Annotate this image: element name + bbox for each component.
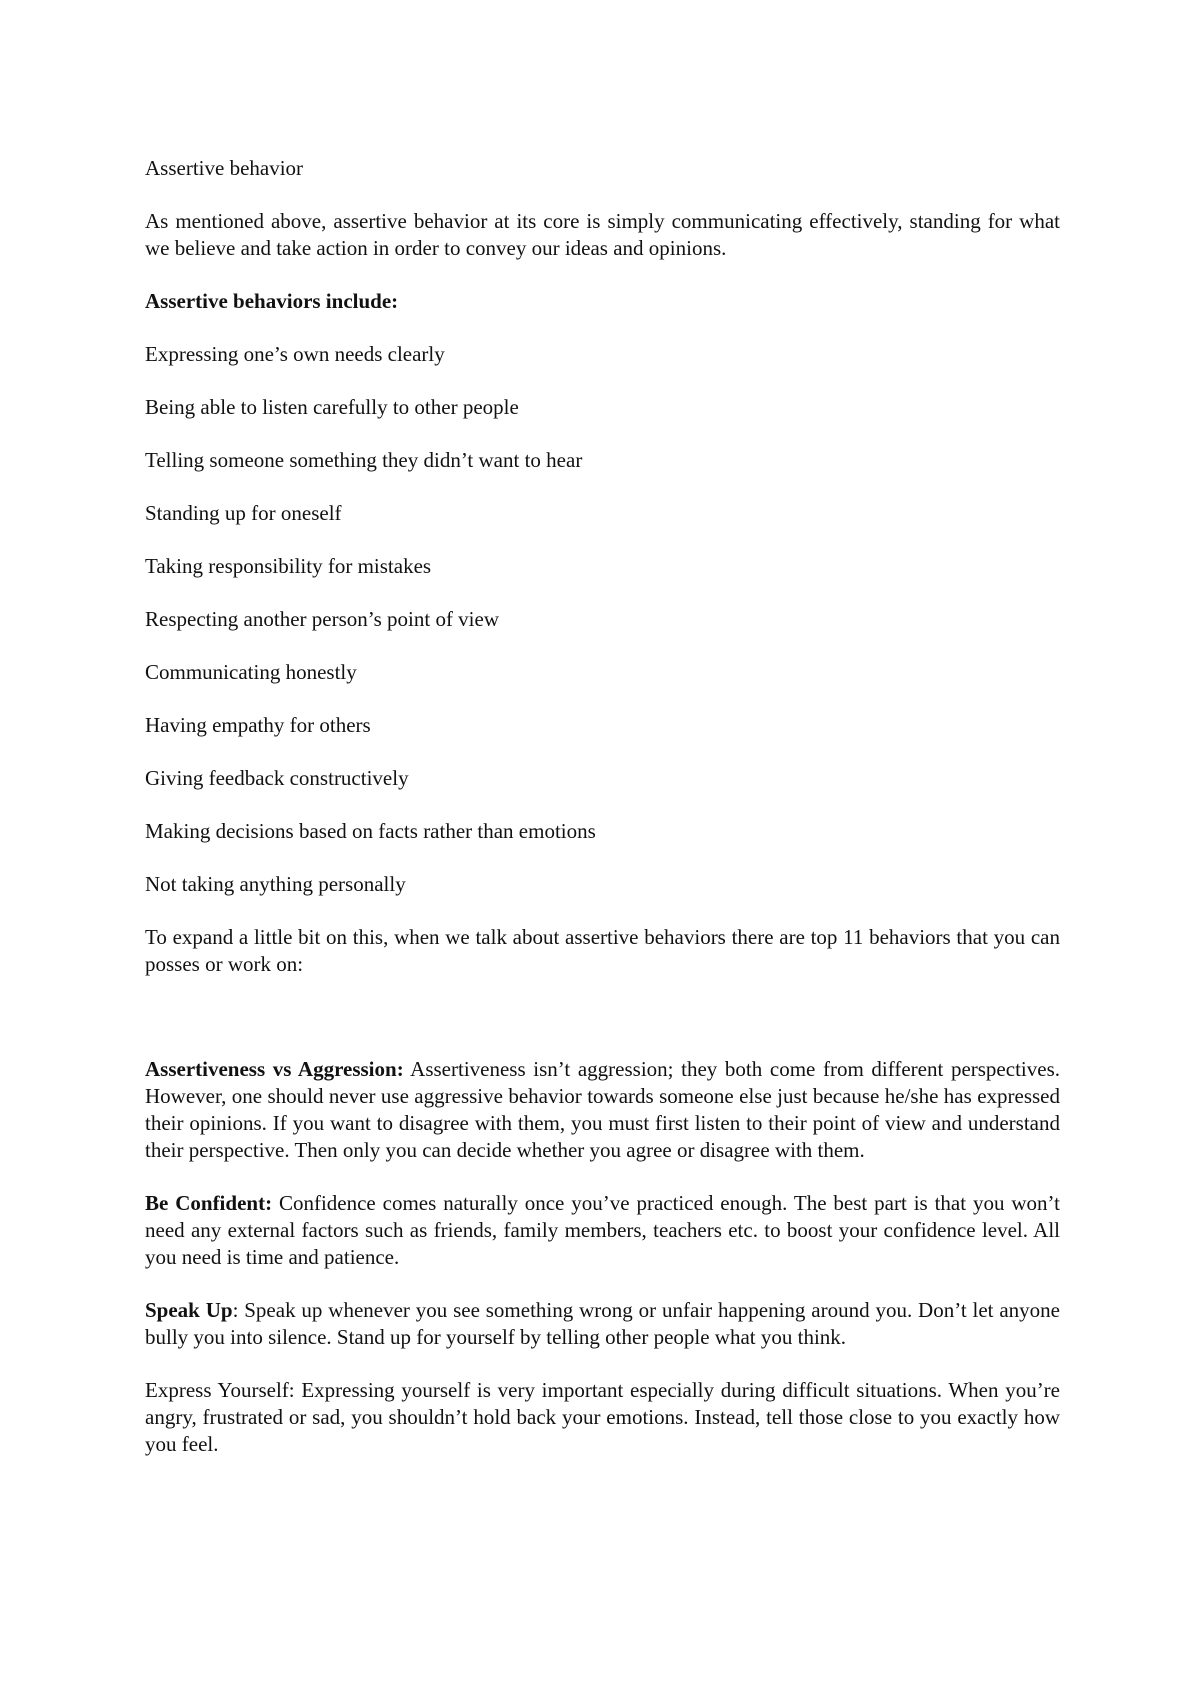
list-item: Standing up for oneself bbox=[145, 501, 342, 525]
section-speak-up bbox=[145, 1297, 1060, 1351]
section-assertiveness-vs-aggression bbox=[145, 1056, 1060, 1164]
section-heading: Assertiveness vs Aggression: bbox=[145, 1057, 404, 1081]
list-item: Communicating honestly bbox=[145, 660, 357, 684]
expand-paragraph: To expand a little bit on this, when we talk about assertive behaviors there are top 11 behaviors that you can posses or work on: bbox=[145, 925, 1060, 976]
list-item: Respecting another person’s point of view bbox=[145, 607, 500, 631]
document-title: Assertive behavior bbox=[145, 156, 304, 180]
list-item: Telling someone something they didn’t want to hear bbox=[145, 448, 583, 472]
section-be-confident bbox=[145, 1190, 1060, 1271]
list-item: Having empathy for others bbox=[145, 713, 371, 737]
section-heading: Be Confident: bbox=[145, 1191, 273, 1215]
section-express-yourself bbox=[145, 1377, 1060, 1458]
list-item: Making decisions based on facts rather than emotions bbox=[145, 819, 596, 843]
document-body bbox=[145, 155, 1060, 1484]
section-heading: Speak Up bbox=[145, 1298, 233, 1322]
intro-paragraph: As mentioned above, assertive behavior at its core is simply communicating effectively, standing for what we believe and take action in order to convey our ideas and opinions. bbox=[145, 209, 1060, 260]
list-heading: Assertive behaviors include: bbox=[145, 289, 399, 313]
section-text: Confidence comes naturally once you’ve practiced enough. The best part is that you won’t need any external factors such as friends, family members, teachers etc. to boost your confidence level. All you need is time and patience. bbox=[145, 1191, 1060, 1269]
section-spacer bbox=[145, 1004, 1060, 1056]
list-item: Being able to listen carefully to other people bbox=[145, 395, 519, 419]
list-item: Taking responsibility for mistakes bbox=[145, 554, 432, 578]
section-text: Express Yourself: Expressing yourself is very important especially during difficult situations. When you’re angry, frustrated or sad, you shouldn’t hold back your emotions. Instead, tell those close to you exactly how you feel. bbox=[145, 1378, 1060, 1456]
list-item: Expressing one’s own needs clearly bbox=[145, 342, 445, 366]
section-text: Assertiveness isn’t aggression; they both come from different perspectives. However, one should never use aggressive behavior towards someone else just because he/she has expressed their opinions. If you want to disagree with them, you must first listen to their point of view and understand their perspective. Then only you can decide whether you agree or disagree with them. bbox=[145, 1057, 1060, 1162]
list-item: Not taking anything personally bbox=[145, 872, 406, 896]
list-item: Giving feedback constructively bbox=[145, 766, 409, 790]
section-text: : Speak up whenever you see something wrong or unfair happening around you. Don’t let anyone bully you into silence. Stand up for yourself by telling other people what you think. bbox=[145, 1298, 1061, 1349]
